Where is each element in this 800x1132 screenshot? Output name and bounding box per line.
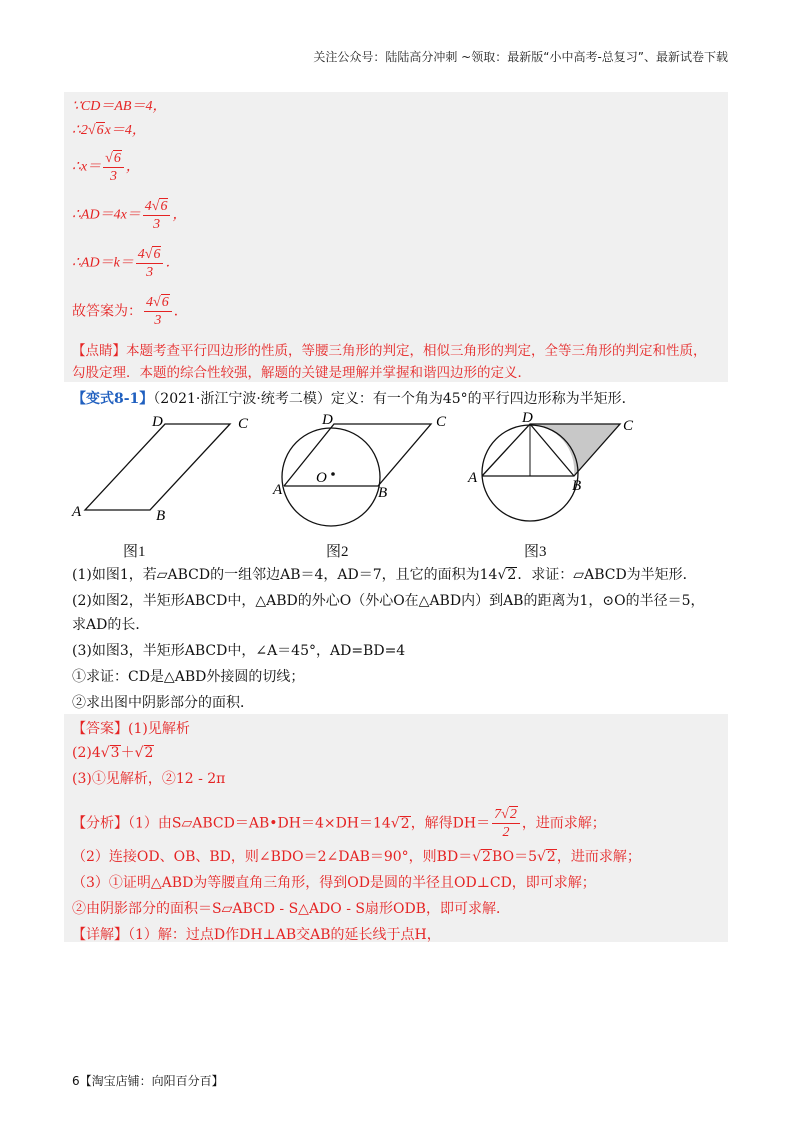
sol-line-5: ∴AD＝k＝ $\frac{4√6}{3}$ ． — [72, 247, 180, 280]
question-3-i: ①求证：CD是△ABD外接圆的切线； — [72, 669, 305, 685]
fig1-label-b: B — [156, 508, 166, 524]
answer-2: (2)4√3＋√2 — [72, 745, 154, 761]
fig3-label-b: B — [572, 478, 582, 494]
fig1-label-d: D — [152, 414, 163, 430]
fig2-label-d: D — [322, 412, 333, 428]
figure-1 — [71, 414, 249, 524]
question-2-line-2: 求AD的长． — [72, 617, 150, 633]
figure-2 — [272, 412, 447, 526]
figure-area — [60, 410, 660, 540]
analysis-3: （3）①证明△ABD为等腰直角三角形，得到OD是圆的半径且OD⊥CD，即可求解； — [72, 875, 596, 891]
sol-line-3: ∴x＝ $\frac{√6}{3}$ ， — [72, 151, 140, 184]
page-header: 关注公众号：陆陆高分冲刺 ~领取：最新版“小中高考-总复习”、最新试卷下载 — [313, 50, 728, 64]
question-1: (1)如图1，若▱ABCD的一组邻边AB＝4，AD＝7，且它的面积为14√2．求证：▱ABCD为半矩形． — [72, 567, 697, 583]
page-footer: 6【淘宝店铺：向阳百分百】 — [72, 1074, 224, 1088]
sol-line-4: ∴AD＝4x＝ $\frac{4√6}{3}$ ， — [72, 199, 187, 232]
shaded-region — [530, 424, 620, 476]
answer-1: 【答案】(1)见解析 — [72, 721, 190, 737]
fig1-caption: 图1 — [123, 544, 146, 560]
question-3: (3)如图3，半矩形ABCD中，∠A＝45°，AD=BD=4 — [72, 643, 406, 659]
fig3-label-a: A — [468, 470, 478, 486]
question-2-line-1: (2)如图2，半矩形ABCD中，△ABD的外心O（外心O在△ABD内）到AB的距离为1，⊙O的半径＝5， — [72, 593, 705, 609]
fig2-caption: 图2 — [326, 544, 349, 560]
variant-tag: 【变式8-1】 — [72, 391, 154, 407]
fig2-label-o: O — [316, 470, 327, 486]
fig2-label-a: A — [273, 482, 283, 498]
fig1-label-a: A — [72, 504, 82, 520]
fig2-label-c: C — [436, 414, 447, 430]
fig2-label-b: B — [378, 485, 388, 501]
fig3-label-d: D — [522, 410, 533, 426]
fig3-label-c: C — [623, 418, 634, 434]
solution-block — [64, 92, 728, 382]
fig1-label-c: C — [238, 416, 249, 432]
comment-line-2: 勾股定理．本题的综合性较强，解题的关键是理解并掌握和谐四边形的定义． — [72, 365, 531, 381]
analysis-4: ②由阴影部分的面积＝S▱ABCD - S△ADO - S扇形ODB，即可求解． — [72, 901, 510, 917]
analysis-2: （2）连接OD、OB、BD，则∠BDO＝2∠DAB＝90°，则BD＝√2BO＝5√2，进而求解； — [72, 849, 641, 865]
comment-line-1: 【点睛】本题考查平行四边形的性质，等腰三角形的判定，相似三角形的判定，全等三角形的判定和性质， — [72, 343, 707, 359]
answer-3: (3)①见解析，②12 - 2π — [72, 771, 226, 787]
problem-intro: 【变式8-1】（2021·浙江宁波·统考二模）定义：有一个角为45°的平行四边形称为半矩形． — [72, 391, 636, 407]
sol-line-1: ∵CD＝AB＝4， — [72, 99, 167, 114]
analysis-1: 【分析】（1）由S▱ABCD＝AB•DH＝4×DH＝14√2，解得DH＝ $\frac{7√2}{2}$ ，进而求解； — [72, 807, 606, 840]
detail-1: 【详解】（1）解：过点D作DH⊥AB交AB的延长线于点H， — [72, 927, 441, 943]
figure-3 — [467, 410, 634, 521]
sol-line-2: ∴2√6x＝4， — [72, 123, 146, 138]
question-3-ii: ②求出图中阴影部分的面积． — [72, 695, 254, 711]
fig3-caption: 图3 — [524, 544, 547, 560]
sol-line-6: 故答案为： $\frac{4√6}{3}$ ． — [72, 295, 188, 328]
